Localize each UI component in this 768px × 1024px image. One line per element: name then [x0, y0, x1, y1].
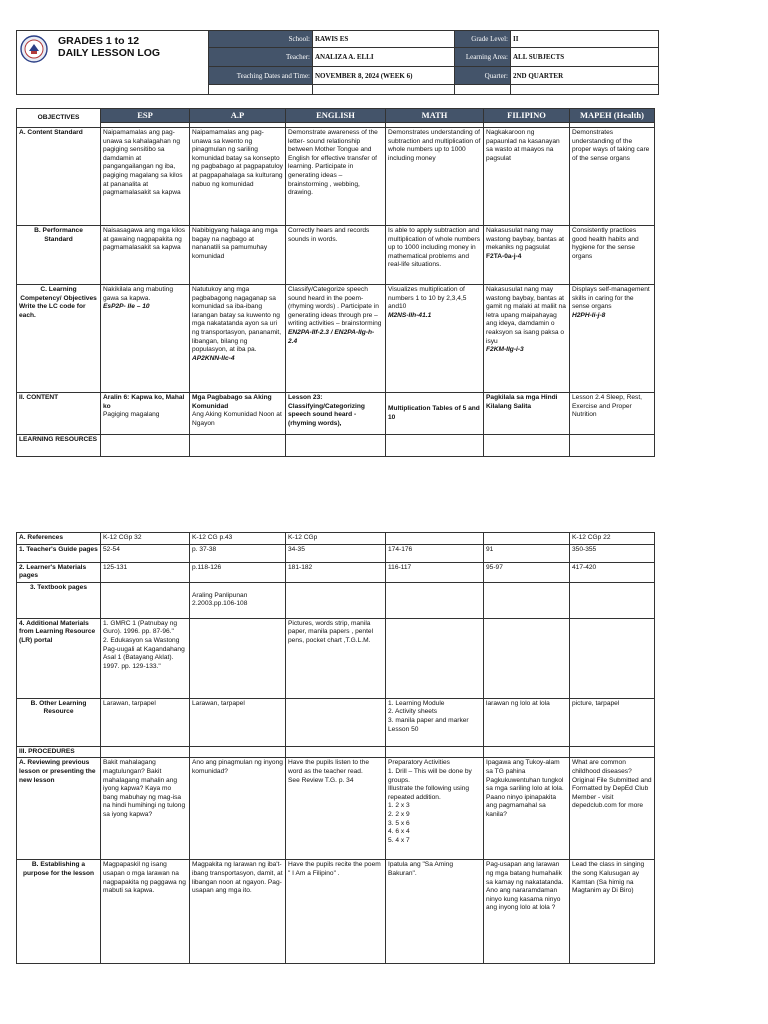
row-label-subtext: Write the LC code for each. [19, 303, 86, 319]
cell-filipino [484, 582, 570, 618]
cell-esp: 125-131 [101, 562, 190, 582]
cell-filipino: larawan ng lolo at lola [484, 698, 570, 746]
subject-header-math: MATH [386, 109, 484, 123]
cell-math [386, 393, 484, 435]
cell-esp: 52-54 [101, 544, 190, 562]
cell-text: Nakasusulat nang may wastong baybay, bantas at gamit ng malaki at maliit na letra upang maipahayag ang ideya, damdamin o reaksyon sa isang paksa o isyu [486, 286, 566, 345]
cell-math: 174-176 [386, 544, 484, 562]
row-label-text: C. Learning Competency/ Objectives [20, 286, 97, 302]
cell-english [286, 582, 386, 618]
cell-ap [190, 435, 286, 457]
header-table [16, 30, 659, 95]
cell-math: Preparatory Activities 1. Drill – This will be done by groups. Illustrate the following using repeated addition. 1. 2 x 3 2. 2 x 9 3. 5 x 6 4. 6 x 4 5. 4 x 7 [386, 758, 484, 860]
cell-math [386, 746, 484, 758]
cell-math: 116-117 [386, 562, 484, 582]
cell-ap: Araling Panlipunan 2.2003.pp.106-108 [190, 582, 286, 618]
cell-esp [101, 746, 190, 758]
cell-english [286, 746, 386, 758]
cell-mapeh [570, 618, 655, 698]
cell-text: Nakikilala ang mabuting gawa sa kapwa. [103, 286, 174, 302]
cell-ap: Naipamamalas ang pag-unawa sa kwento ng pinagmulan ng sariling komunidad batay sa konsepto ng pagbabago at pagpapatuloy at pagpapahalaga sa kulturang nabuo ng komunidad [190, 128, 286, 226]
row-label-additional-materials: 4. Additional Materials from Learning Resource (LR) portal [17, 618, 101, 698]
cell-english [286, 393, 386, 435]
dates-value: NOVEMBER 8, 2024 (WEEK 6) [313, 67, 455, 85]
cell-esp: Larawan, tarpapel [101, 698, 190, 746]
cell-text: Natutukoy ang mga pagbabagong nagaganap sa komunidad sa iba-ibang larangan batay sa kuwento ng mga nakatatanda ayon sa uri ng transportasyon, pananamit, libangan, bilang ng populasyon, at iba pa. [192, 286, 282, 354]
cell-math [386, 582, 484, 618]
cell-math: Is able to apply subtraction and multiplication of whole numbers up to 1000 including money in mathematical problems and real-life situations. [386, 226, 484, 285]
cell-ap: p.118-126 [190, 562, 286, 582]
cell-english: K-12 CGp [286, 533, 386, 545]
lc-code: H2PH-Ii-j-8 [572, 311, 606, 319]
cell-math [386, 285, 484, 393]
grade-label: Grade Level: [455, 31, 511, 48]
cell-mapeh: 417-420 [570, 562, 655, 582]
cell-math: Demonstrates understanding of subtraction and multiplication of whole numbers up to 1000 including money [386, 128, 484, 226]
quarter-label: Quarter: [455, 67, 511, 85]
lc-code: F2KM-IIg-i-3 [486, 346, 524, 354]
grade-value: II [511, 31, 659, 48]
cell-mapeh: Consistently practices good health habits and hygiene for the sense organs [570, 226, 655, 285]
cell-ap [190, 285, 286, 393]
cell-esp: Naipamamalas ang pag-unawa sa kahalagahan ng pagiging sensitibo sa damdamin at pangangailangan ng iba, pagiging magalang sa kilos at pananalita at pagmamalasakit sa kapwa [101, 128, 190, 226]
lesson-table-part1 [16, 108, 655, 457]
cell-text: Displays self-management skills in caring for the sense organs [572, 286, 650, 311]
cell-ap: K-12 CG p.43 [190, 533, 286, 545]
subject-header-esp: ESP [101, 109, 190, 123]
cell-english [286, 435, 386, 457]
cell-english: Pictures, words strip, manila paper, manila papers , pentel pens, pocket chart ,T.G.L.M. [286, 618, 386, 698]
cell-mapeh: picture, tarpapel [570, 698, 655, 746]
teacher-label: Teacher: [209, 48, 313, 67]
lesson-table-part2 [16, 532, 655, 964]
quarter-value: 2ND QUARTER [511, 67, 659, 85]
teacher-value: ANALIZA A. ELLI [313, 48, 455, 67]
row-label-references: A. References [17, 533, 101, 545]
cell-english: Correctly hears and records sounds in words. [286, 226, 386, 285]
cell-filipino: Ipagawa ang Tukoy-alam sa TG pahina Pagkukuwentuhan tungkol sa mga sariling lolo at lola. Paano ninyo ipinapakita ang pagmamahal sa kanila? [484, 758, 570, 860]
cell-mapeh: K-12 CGp 22 [570, 533, 655, 545]
cell-filipino: Nagkakaroon ng papaunlad na kasanayan sa wasto at maayos na pagsulat [484, 128, 570, 226]
cell-filipino: Pag-usapan ang larawan ng mga batang humahalik sa kamay ng nakatatanda. Ano ang nararamdaman ninyo kung kasama ninyo ang inyong lolo at lola ? [484, 860, 570, 964]
row-label-learning-competency [17, 285, 101, 393]
row-label-procedures: III. PROCEDURES [17, 746, 101, 758]
subject-header-english: ENGLISH [286, 109, 386, 123]
row-label-learning-resources: LEARNING RESOURCES [17, 435, 101, 457]
cell-mapeh: Demonstrates understanding of the proper ways of taking care of the sense organs [570, 128, 655, 226]
dates-label: Teaching Dates and Time: [209, 67, 313, 85]
cell-esp [101, 582, 190, 618]
cell-text: Pagiging magalang [103, 411, 160, 419]
cell-english: Have the pupils listen to the word as the teacher read. See Review T.G. p. 34 [286, 758, 386, 860]
lesson-title: Aralin 6: Kapwa ko, Mahal ko [103, 394, 185, 410]
row-label-performance-standard: B. Performance Standard [17, 226, 101, 285]
blank-cell [511, 85, 659, 95]
cell-mapeh [570, 435, 655, 457]
cell-math: 1. Learning Module 2. Activity sheets 3. manila paper and marker Lesson 50 [386, 698, 484, 746]
doc-title-dll: DAILY LESSON LOG [58, 47, 161, 59]
doc-title-grades: GRADES 1 to 12 [58, 35, 140, 47]
cell-esp [101, 435, 190, 457]
row-label-establishing-purpose: B. Establishing a purpose for the lesson [17, 860, 101, 964]
cell-mapeh: Lesson 2.4 Sleep, Rest, Exercise and Proper Nutrition [570, 393, 655, 435]
cell-ap: Nabibigyang halaga ang mga bagay na nagbago at nananatili sa pamumuhay komunidad [190, 226, 286, 285]
lesson-title: Lesson 23: Classifying/Categorizing speech sound heard -(rhyming words), [288, 394, 365, 427]
lc-code: EsP2P- IIe – 10 [103, 303, 150, 311]
cell-esp: Naisasagawa ang mga kilos at gawaing nagpapakita ng pagmamalasakit sa kapwa [101, 226, 190, 285]
cell-mapeh: What are common childhood diseases? Original File Submitted and Formatted by DepEd Club Member - visit depedclub.com for more [570, 758, 655, 860]
cell-english [286, 285, 386, 393]
cell-mapeh [570, 746, 655, 758]
lesson-title: Mga Pagbabago sa Aking Komunidad [192, 394, 272, 410]
cell-math [386, 618, 484, 698]
cell-text: Visualizes multiplication of numbers 1 to 10 by 2,3,4,5 and10 [388, 286, 467, 311]
cell-mapeh [570, 582, 655, 618]
cell-esp [101, 393, 190, 435]
cell-text: Classify/Categorize speech sound heard in the poem- (rhyming words) . Participate in generating ideas through pre –writing activities – brainstorming [288, 286, 382, 328]
cell-esp: 1. GMRC 1 (Patnubay ng Guro). 1996. pp. 87-96." 2. Edukasyon sa Wastong Pag-uugali at Kagandahang Asal 1 (Batayang Aklat). 1997. pp. 129-133." [101, 618, 190, 698]
cell-mapeh: 350-355 [570, 544, 655, 562]
cell-ap [190, 618, 286, 698]
cell-filipino [484, 618, 570, 698]
cell-esp: K-12 CGp 32 [101, 533, 190, 545]
cell-english: Have the pupils recite the poem " I Am a Filipino" . [286, 860, 386, 964]
cell-english: Demonstrate awareness of the letter- sound relationship between Mother Tongue and English for effective transfer of learning. Participate in generating ideas – brainstorming , webbing, drawing. [286, 128, 386, 226]
cell-mapeh [570, 285, 655, 393]
cell-esp [101, 285, 190, 393]
row-label-textbook-pages: 3. Textbook pages [17, 582, 101, 618]
row-label-other-resources: B. Other Learning Resource [17, 698, 101, 746]
area-label: Learning Area: [455, 48, 511, 67]
school-label: School: [209, 31, 313, 48]
subject-header-filipino: FILIPINO [484, 109, 570, 123]
cell-text: Nakasusulat nang may wastong baybay, bantas at mekaniks ng pagsulat [486, 227, 564, 252]
cell-ap [190, 393, 286, 435]
cell-filipino [484, 393, 570, 435]
cell-filipino [484, 285, 570, 393]
cell-math [386, 435, 484, 457]
header-logo-cell [17, 31, 209, 95]
cell-ap: Ano ang pinagmulan ng inyong komunidad? [190, 758, 286, 860]
cell-english: 34-35 [286, 544, 386, 562]
row-label-learners-materials: 2. Learner's Materials pages [17, 562, 101, 582]
cell-text: Ang Aking Komunidad Noon at Ngayon [192, 411, 282, 427]
row-label-content-standard: A. Content Standard [17, 128, 101, 226]
cell-filipino [484, 435, 570, 457]
lc-code: M2NS-IIh-41.1 [388, 311, 432, 319]
subject-header-ap: A.P [190, 109, 286, 123]
row-label-teachers-guide: 1. Teacher's Guide pages [17, 544, 101, 562]
cell-filipino [484, 226, 570, 285]
cell-filipino [484, 533, 570, 545]
cell-math: Ipatula ang "Sa Aming Bakuran". [386, 860, 484, 964]
lesson-title: Multiplication Tables of 5 and 10 [388, 404, 480, 421]
blank-cell [209, 85, 313, 95]
cell-ap: p. 37-38 [190, 544, 286, 562]
cell-filipino: 95-97 [484, 562, 570, 582]
lc-code: AP2KNN-IIc-4 [192, 354, 235, 362]
cell-filipino: 91 [484, 544, 570, 562]
cell-filipino [484, 746, 570, 758]
objectives-header: OBJECTIVES [17, 109, 101, 128]
cell-mapeh: Lead the class in singing the song Kalusugan ay Kamtan (Sa himig na Magtanim ay Di Biro) [570, 860, 655, 964]
blank-cell [313, 85, 455, 95]
area-value: ALL SUBJECTS [511, 48, 659, 67]
lc-code: EN2PA-IIf-2.3 / EN2PA-IIg-h-2.4 [288, 328, 375, 345]
lesson-title: Pagkilala sa mga Hindi Kilalang Salita [486, 394, 558, 410]
cell-ap: Larawan, tarpapel [190, 698, 286, 746]
cell-math [386, 533, 484, 545]
lc-code: F2TA-0a-j-4 [486, 252, 522, 260]
cell-english [286, 698, 386, 746]
cell-esp: Magpapaskil ng isang usapan o mga larawan na nagpapakita ng paggawa ng mabuti sa kapwa. [101, 860, 190, 964]
cell-esp: Bakit mahalagang magtulungan? Bakit mahalagang mahalin ang iyong kapwa? Kaya mo bang mabuhay ng mag-isa na hindi humihingi ng tulong sa iyong kapwa? [101, 758, 190, 860]
cell-english: 181-182 [286, 562, 386, 582]
cell-ap: Magpakita ng larawan ng iba't-ibang transportasyon, damit, at libangan noon at ngayon. Pag-usapan ang mga ito. [190, 860, 286, 964]
row-label-reviewing-lesson: A. Reviewing previous lesson or presenting the new lesson [17, 758, 101, 860]
subject-header-mapeh: MAPEH (Health) [570, 109, 655, 123]
school-value: RAWIS ES [313, 31, 455, 48]
row-label-content: II. CONTENT [17, 393, 101, 435]
cell-ap [190, 746, 286, 758]
blank-cell [455, 85, 511, 95]
